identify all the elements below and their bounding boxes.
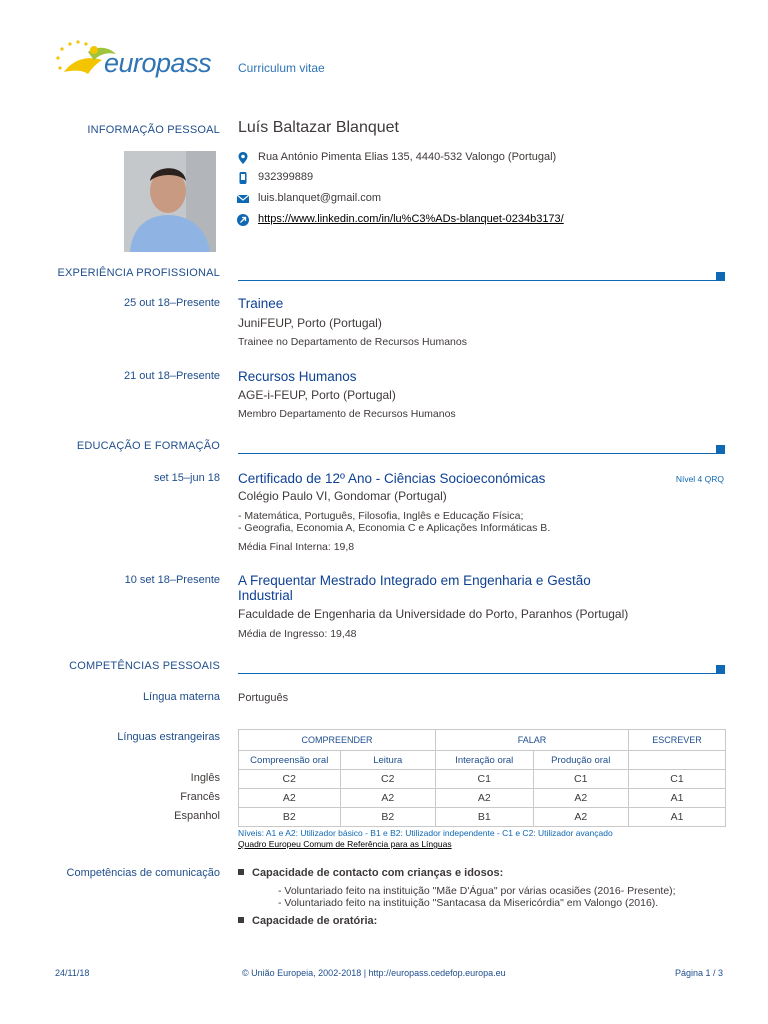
french-interaction: A2 [436,789,534,808]
language-table [238,729,726,827]
comm-sub-1: - Voluntariado feito na instituição "Mãe D'Água" por várias ocasiões (2016- Presente); [278,885,676,897]
english-listening: C2 [239,770,341,789]
spanish-interaction: B1 [436,808,534,827]
subheader-reading: Leitura [340,751,436,770]
language-name-english: Inglês [190,772,220,784]
experience-divider-square [716,272,725,281]
english-reading: C2 [340,770,436,789]
education-section-label: EDUCAÇÃO E FORMAÇÃO [76,440,220,452]
subheader-production: Produção oral [533,751,629,770]
profile-photo [124,151,216,252]
edu1-desc3: Média Final Interna: 19,8 [238,541,355,553]
header-speak: FALAR [436,730,629,751]
exp2-org: AGE-i-FEUP, Porto (Portugal) [238,388,396,402]
english-interaction: C1 [436,770,534,789]
phone-icon [236,171,250,185]
email-icon [236,192,250,206]
language-name-french: Francês [180,791,220,803]
website-link[interactable]: https://www.linkedin.com/in/lu%C3%ADs-blanquet-0234b3173/ [258,213,564,225]
comm-item-1-text: Capacidade de contacto com crianças e idosos: [252,867,504,879]
french-listening: A2 [239,789,341,808]
edu2-org: Faculdade de Engenharia da Universidade do Porto, Paranhos (Portugal) [238,607,629,621]
phone-text: 932399889 [258,171,314,183]
edu1-desc2: - Geografia, Economia A, Economia C e Aplicações Informáticas B. [238,522,551,534]
education-divider [238,453,718,454]
edu2-title-line1: A Frequentar Mestrado Integrado em Engenharia e Gestão [238,573,591,588]
comm-item-2-text: Capacidade de oratória: [252,915,378,927]
exp1-title: Trainee [238,296,284,311]
edu1-date: set 15–jun 18 [153,472,220,484]
bullet-square-icon [238,917,244,923]
location-icon [236,151,250,165]
language-row [239,789,726,808]
email-text[interactable]: luis.blanquet@gmail.com [258,192,382,204]
foreign-languages-label: Línguas estrangeiras [117,731,220,743]
spanish-listening: B2 [239,808,341,827]
footer-page-number: Página 1 / 3 [674,968,723,978]
header-understand: COMPREENDER [239,730,436,751]
bullet-square-icon [238,869,244,875]
comm-bullet-1 [238,867,503,879]
subheader-listening: Compreensão oral [239,751,341,770]
edu1-org: Colégio Paulo VI, Gondomar (Portugal) [238,489,447,503]
person-name: Luís Baltazar Blanquet [238,119,399,136]
experience-divider [238,280,718,281]
header-write: ESCREVER [629,730,726,751]
framework-link[interactable]: Quadro Europeu Comum de Referência para as Línguas [238,839,452,849]
language-row [239,808,726,827]
french-reading: A2 [340,789,436,808]
subheader-interaction: Interação oral [436,751,534,770]
levels-note: Níveis: A1 e A2: Utilizador básico - B1 e B2: Utilizador independente - C1 e C2: Utilizador avançado [238,828,613,838]
personal-section-label: INFORMAÇÃO PESSOAL [87,124,220,136]
footer-date: 24/11/18 [55,968,90,978]
doc-title: Curriculum vitae [238,61,325,75]
french-production: A2 [533,789,629,808]
education-divider-square [716,445,725,454]
communication-skills-label: Competências de comunicação [66,867,220,879]
language-name-spanish: Espanhol [174,810,220,822]
experience-section-label: EXPERIÊNCIA PROFISSIONAL [57,267,220,279]
logo-text: europass [104,48,212,78]
spanish-reading: B2 [340,808,436,827]
edu1-desc1: - Matemática, Português, Filosofia, Inglês e Educação Física; [238,510,524,522]
europass-logo [52,38,222,88]
mother-tongue-value: Português [238,692,289,704]
spanish-production: A2 [533,808,629,827]
comm-sub-2: - Voluntariado feito na instituição "Santacasa da Misericórdia" em Valongo (2016). [278,897,659,909]
edu2-title-line2: Industrial [238,588,293,603]
exp2-desc: Membro Departamento de Recursos Humanos [238,408,456,420]
comm-bullet-2 [238,915,377,927]
footer-copyright: © União Europeia, 2002-2018 | http://europass.cedefop.europa.eu [242,968,506,978]
edu2-desc: Média de Ingresso: 19,48 [238,628,357,640]
exp1-desc: Trainee no Departamento de Recursos Humanos [238,336,467,348]
english-production: C1 [533,770,629,789]
spanish-writing: A1 [629,808,726,827]
exp1-date: 25 out 18–Presente [123,297,220,309]
english-writing: C1 [629,770,726,789]
edu1-level: Nível 4 QRQ [675,474,724,484]
french-writing: A1 [629,789,726,808]
skills-section-label: COMPETÊNCIAS PESSOAIS [69,660,220,672]
mother-tongue-label: Língua materna [142,691,220,703]
exp2-date: 21 out 18–Presente [123,370,220,382]
edu2-date: 10 set 18–Presente [124,574,220,586]
address-text: Rua António Pimenta Elias 135, 4440-532 Valongo (Portugal) [258,151,557,163]
exp1-org: JuniFEUP, Porto (Portugal) [238,316,382,330]
website-icon [236,213,250,227]
language-row [239,770,726,789]
skills-divider-square [716,665,725,674]
subheader-writing-empty [629,751,726,770]
exp2-title: Recursos Humanos [238,369,357,384]
skills-divider [238,673,718,674]
edu1-title: Certificado de 12º Ano - Ciências Socioeconómicas [238,471,546,486]
